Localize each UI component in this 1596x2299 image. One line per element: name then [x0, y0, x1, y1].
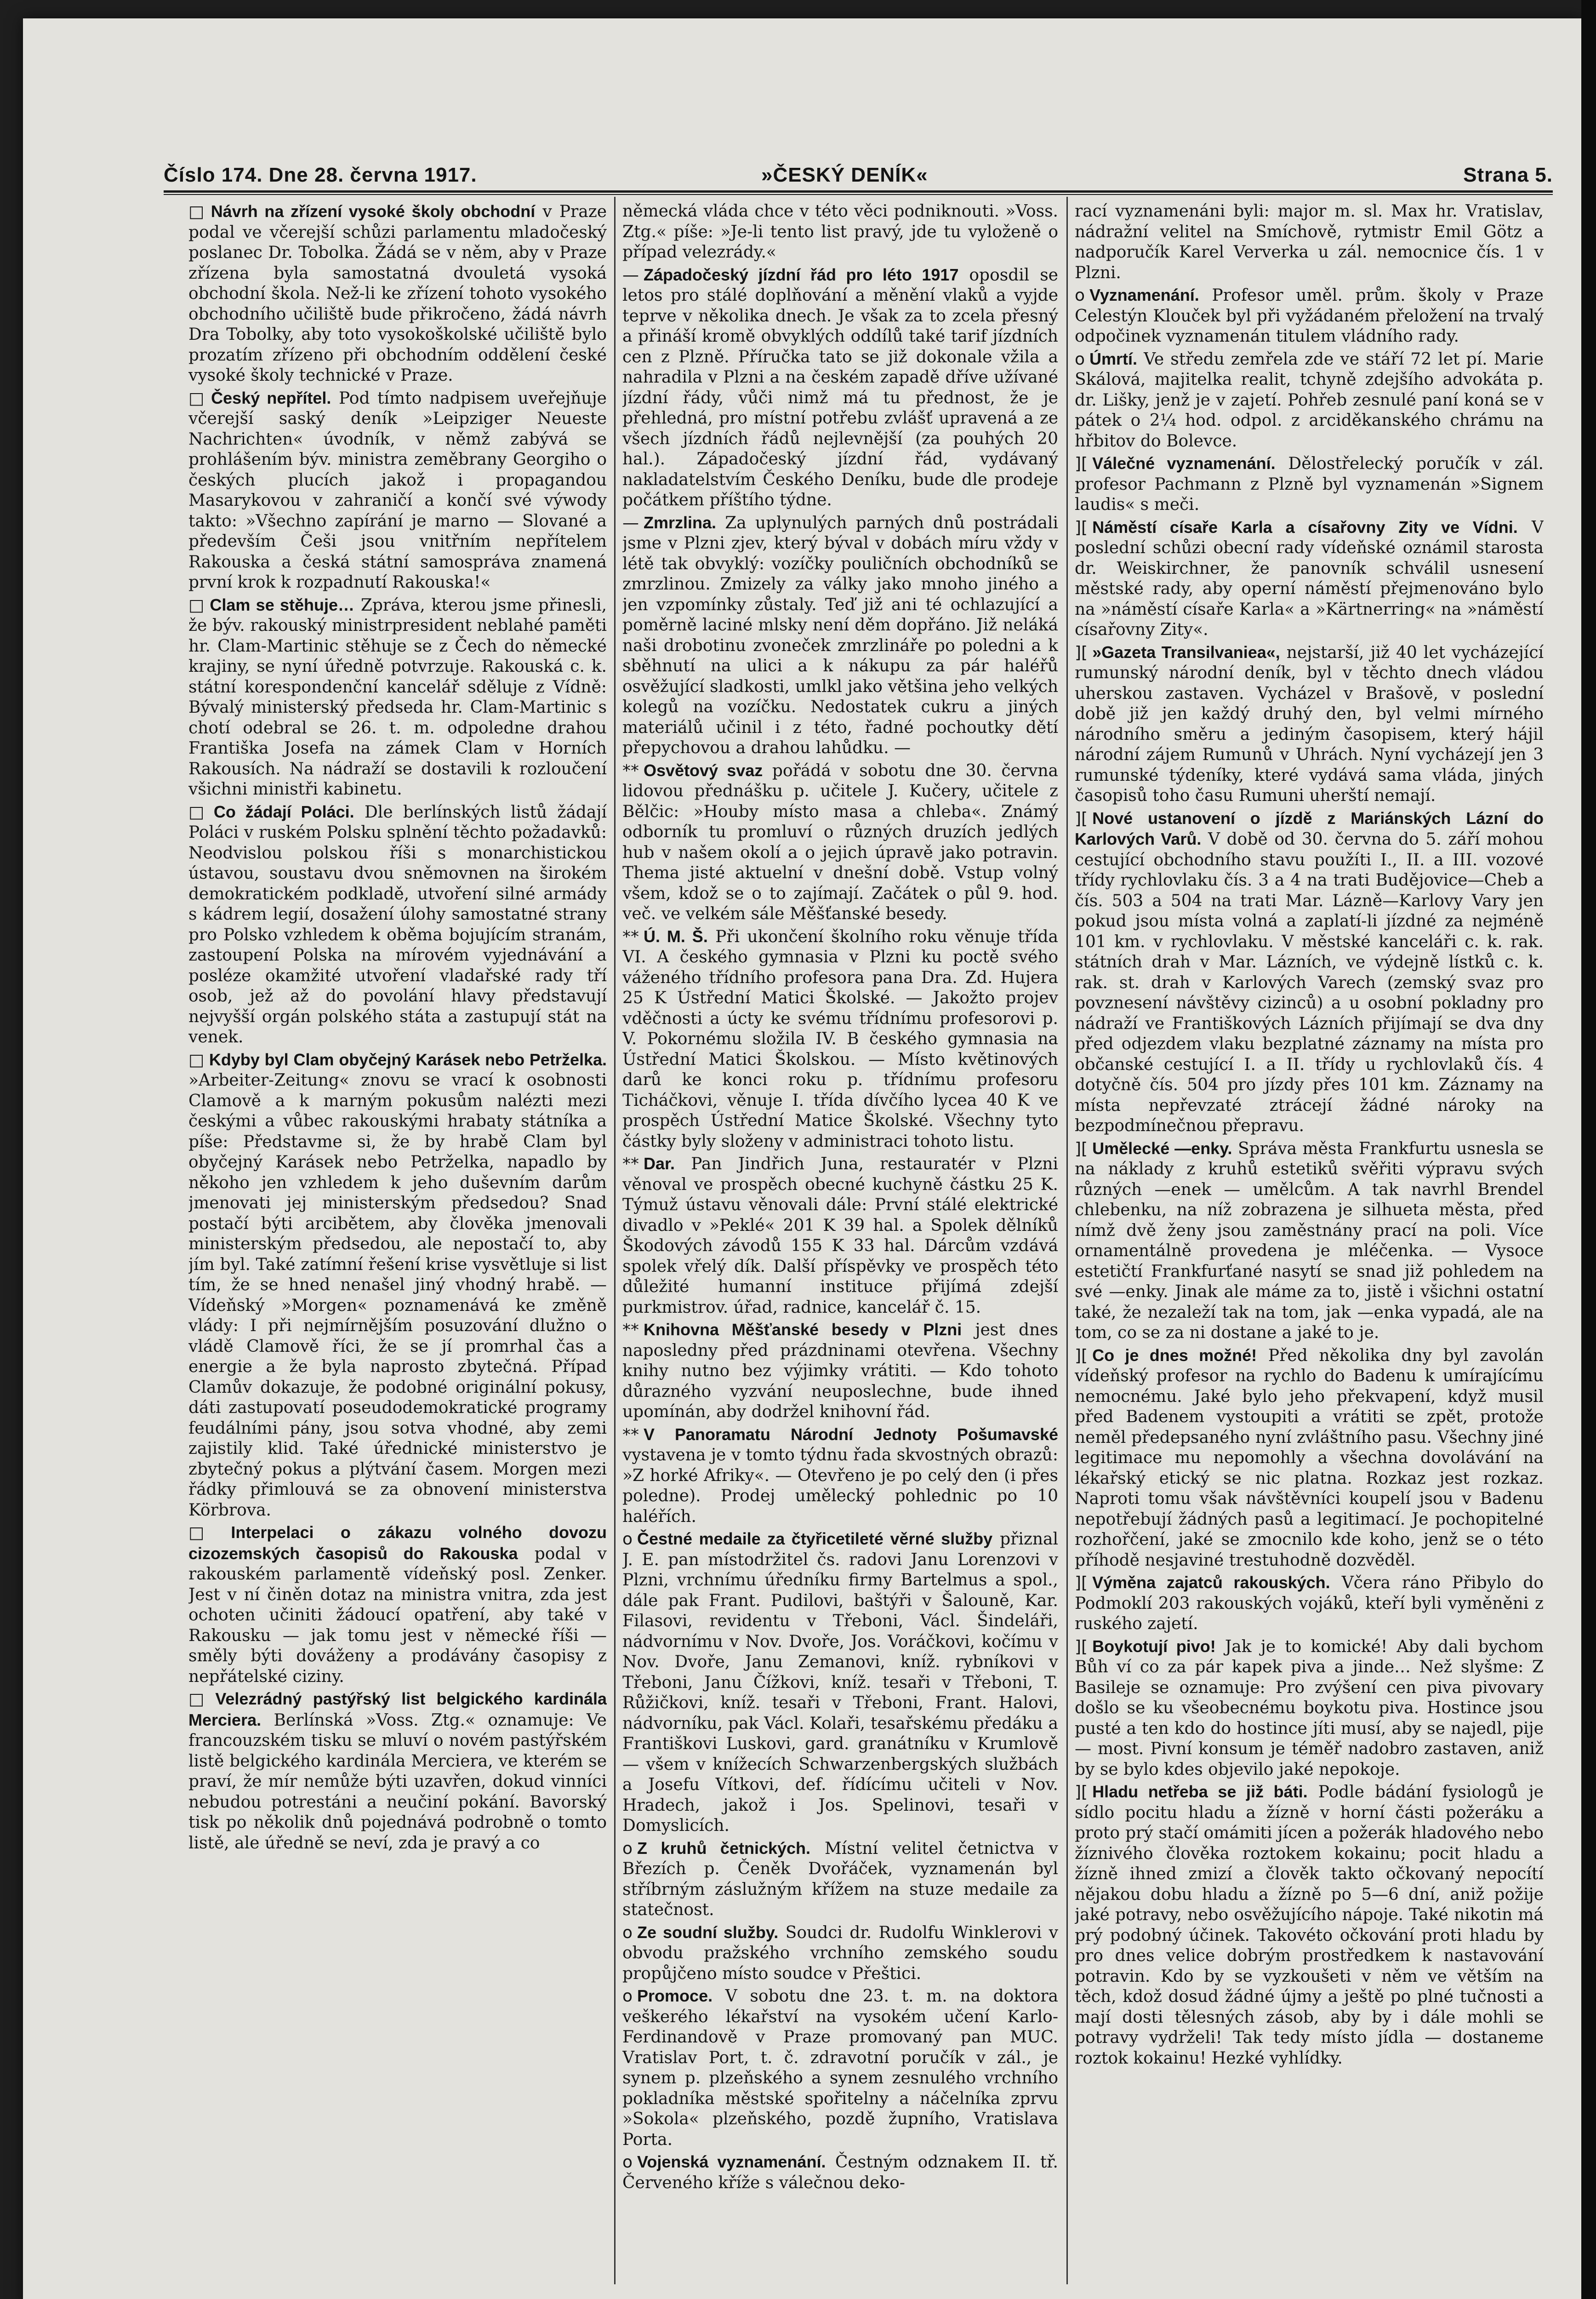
article-heading: »Gazeta Transilvaniea«, [1092, 642, 1280, 662]
article-heading: Interpelaci o zákazu volného dovozu cizozemských časopisů do Rakouska [188, 1523, 607, 1563]
article [188, 1050, 607, 1521]
article-text: oposdil se letos pro stálé doplňování a měnění vlaků a vyjde teprve v několika dnech. Je však za to zcela přesný a přináší kromě obvyklých oddílů také tarif jízdních cen z Plzně. Příručka tato se již dokonale vžila a nahradila v Plzni a na českém zapadě dříve užívané jízdní řády, vůči nimž má tu přednost, že je přehledná, pro místní potřebu zvlášť upravená a ze všech jízdních řádů nejlevnější (za pouhých 20 hal.). Západočeský jízdní řád, vydávaný nakladatelstvím Českého Deníku, bude dle prodeje počátkem příštího týdne. [622, 265, 1058, 509]
article [188, 201, 607, 386]
article-marker: ][ [1075, 809, 1088, 828]
article-marker: — [622, 513, 639, 532]
article-marker: ][ [1075, 1783, 1088, 1801]
article [1075, 642, 1544, 806]
article-marker: ][ [1075, 454, 1088, 473]
column-1 [188, 201, 607, 2284]
article-heading: Umělecké —enky. [1092, 1138, 1232, 1158]
article-heading: Promoce. [637, 1986, 713, 2005]
scan-border [1581, 0, 1596, 2299]
article [622, 265, 1058, 511]
article-marker: ][ [1075, 1637, 1088, 1656]
article-text: Včera ráno Přibylo do Podmoklí 203 rakouských vojáků, kteří byli vyměněni z ruského zajetí. [1075, 1573, 1544, 1633]
article-marker: □ [188, 1690, 211, 1709]
article-heading: Ze soudní služby. [637, 1922, 779, 1942]
article-text: V poslední schůzi obecní rady vídeňské oznámil starosta dr. Weiskirchner, že panovník schválil usnesení městské rady, aby operní náměstí přejmenováno bylo na »náměstí císaře Karla« a »Kärtnerring« na »náměstí císařovny Zity«. [1075, 518, 1544, 639]
column-2 [622, 201, 1058, 2284]
article-heading: Co je dnes možné! [1092, 1345, 1257, 1365]
article [622, 2152, 1058, 2193]
article-marker: o [622, 1530, 633, 1549]
article [622, 1922, 1058, 1984]
article-text: Podle bádání fysiologů je sídlo pocitu hladu a žízně v horní části požeráku a proto prý stačí omámiti jícen a požerák hladového nebo žíznivého člověka roztokem kokainu; pocit hladu a žízně ihned zmizí a člověk takto očkovaný nepocítí nějakou dobu hladu a žízně po 5—6 dní, aniž požije jaké potravy, nebo osvěžujícího nápoje. Také nikotin má prý podobný účinek. Takovéto očkování proti hladu by pro dnes velice dobrým prostředkem k nastavování potravin. Kdo by se vyzkoušeti v něm ve větším na těch, kdož dosud žádné újmy a ještě po plné tučnosti a mají dosti tělesných zásob, aby by i dále mohli se potravy vydrželi! Tak tedy místo jídla — dostaneme roztok kokainu! Hezké vyhlídky. [1075, 1783, 1544, 2068]
newspaper-page [23, 18, 1581, 2299]
article-marker: o [622, 2153, 633, 2172]
article [622, 1424, 1058, 1527]
article-text: pořádá v sobotu dne 30. června lidovou přednášku p. učitele J. Kučery, učitele z Bělčic: »Houby místo masa a chleba«. Známý odborník tu promluví o různých druzích jedlých hub v našem okolí a o jejich úpravě jako potravin. Thema jisté aktuelní v dnešní době. Vstup volný všem, kdož se o to zajímají. Začátek o půl 9. hod. več. ve velkém sále Měšťanské besedy. [622, 761, 1058, 923]
article [1075, 349, 1544, 452]
article-marker: ** [622, 1425, 639, 1444]
article-text: Správa města Frankfurtu usnesla se na náklady z kruhů estetiků svěřiti výpravu svých různých —enek — umělcům. A tak navrhl Brendel chlebenku, na níž zobrazena je silhueta města, před nímž dvě ženy jsou zaměstnány prací na poli. Více ornamentálně provedena je mléčenka. — Vysoce estetičtí Frankfurťané nasytí se snad již pohledem na své —enky. Jinak ale máme za to, jistě i všichni ostatní také, že nezaleží tak na tom, jak —enka vypadá, ale na tom, co se za ni dostane a jaké to je. [1075, 1139, 1544, 1342]
article [1075, 453, 1544, 515]
article [622, 1154, 1058, 1318]
article-marker: ** [622, 927, 639, 946]
article-text: Pod tímto nadpisem uveřejňuje včerejší saský deník »Leipziger Neueste Nachrichten« úvodník, v němž zabývá se prohlášením býv. ministra zeměbrany Georgiho o českých plucích jakož i propagandou Masarykovou v zahraničí a končí své výwody takto: »Všechno zapírání je marno — Slované a především Češi jsou vnitřním nepřítelem Rakouska a česká státní samospráva znamená první krok k rozpadnutí Rakouska!« [188, 389, 607, 592]
article-heading: Velezrádný pastýřský list belgického kardinála Merciera. [188, 1689, 607, 1729]
article-text: přiznal J. E. pan místodržitel čs. radovi Janu Lorenzovi v Plzni, vrchnímu úředníku firmy Bartelmus a spol., dále pak Frant. Pudilovi, baštýři v Šalouně, Kar. Filasovi, revidentu v Třeboni, Václ. Šindeláři, nádvornímu v Nov. Dvoře, Jos. Voráčkovi, kočímu v Nov. Dvoře, Janu Zemanovi, kníž. rybníkovi v Třeboni, Janu Čížkovi, kníž. tesaři v Třeboni, T. Růžičkovi, kníž. tesaři v Třeboni, Frant. Halovi, nádvorníku, pak Václ. Kolaři, tesařskému předáku a Františkovi Luskovi, gard. granátníku v Krumlově — všem v knížecích Schwarzenbergských službách a Josefu Vítkovi, def. řídícímu učiteli v Nov. Hradech, jakož i Jos. Spelinovi, tesaři v Domyslicích. [622, 1530, 1058, 1835]
article [188, 1689, 607, 1853]
article [1075, 808, 1544, 1137]
article-text: podal v rakouském parlamentě vídeňský posl. Zenker. Jest v ní činěn dotaz na ministra vnitra, zda jest ochoten učiniti žádoucí opatření, aby také v Rakousku — jak tomu jest v německé říši — směly býti dováženy a prodávány časopisy z nepřátelské ciziny. [188, 1544, 607, 1686]
article-text: Místní velitel četnictva v Březích p. Čeněk Dvořáček, vyznamenán byl stříbrným záslužným křížem na stuze medaile za statečnost. [622, 1839, 1058, 1919]
article [622, 926, 1058, 1152]
article-marker: ][ [1075, 643, 1088, 662]
article-marker: □ [188, 389, 207, 408]
article-heading: Český nepřítel. [211, 388, 331, 407]
column-3 [1075, 201, 1544, 2284]
article [1075, 1636, 1544, 1780]
article-heading: Čestné medaile za čtyřicetileté věrné služby [637, 1529, 993, 1548]
article [188, 388, 607, 593]
article-text: Pan Jindřich Juna, restauratér v Plzni věnoval ve prospěch obecné kuchyně částku 25 K. Týmuž ústavu věnovali dále: První stálé elektrické divadlo v »Peklé« 201 K 39 hal. a Spolek dělníků Škodových závodů 155 K 33 hal. Dárcům vzdává spolek vřelý dík. Další příspěvky ve prospěch této důležité humanní instituce přijímá zdejší purkmistrov. úřad, radnice, kancelář č. 15. [622, 1155, 1058, 1317]
article-heading: Co žádají Poláci. [213, 802, 354, 821]
article-heading: Kdyby byl Clam obyčejný Karásek nebo Petrželka. [209, 1050, 607, 1069]
article-heading: Hladu netřeba se již báti. [1092, 1782, 1308, 1801]
article-text: Dle berlínských listů žádají Poláci v ruském Polsku splnění těchto požadavků: Neodvislou polskou říši s monarchistickou ústavou, soustavu dvou sněmovnen na širokém demokratickém podkladě, utvoření silné armády s kádrem legií, dosažení úlohy samostatné strany pro Polsko vzhledem k oběma bojujícím stranám, zastoupení Polska na mírovém vyjednávání a posléze okamžité utvoření vladařské rady tří osob, jež až do povolání hlavy představují nejvyšší orgán polského státa a zastupují stát na venek. [188, 802, 607, 1047]
newspaper-title: »ČESKÝ DENÍK« [761, 164, 928, 186]
article [1075, 1345, 1544, 1571]
article-heading: Osvětový svaz [644, 761, 763, 780]
article [622, 761, 1058, 925]
header-rule [164, 190, 1553, 193]
article-text: německá vláda chce v této věci podniknouti. »Voss. Ztg.« píše: »Je-li tento list pravý, jde tu vyloženě o případ velezrády.« [622, 202, 1058, 262]
article-heading: Dar. [644, 1154, 675, 1173]
article-heading: Vyznamenání. [1089, 286, 1199, 304]
article [1075, 201, 1544, 283]
article [1075, 517, 1544, 641]
article-text: V sobotu dne 23. t. m. na doktora veškerého lékařství na vysokém učení Karlo-Ferdinandově v Praze promovaný pan MUC. Vratislav Port, t. č. zdravotní poručík v zál., je synem p. plzeňského a synem zesnulého vrchního pokladníka městské spořitelny a náčelníka zprvu »Sokola« plzeňského, pozdě župního, Vratislava Porta. [622, 1987, 1058, 2149]
article-marker: □ [188, 1050, 205, 1069]
article-heading: Clam se stěhuje… [210, 595, 355, 614]
article [1075, 285, 1544, 347]
header-rule-thin [164, 194, 1553, 195]
article-text: Čestným odznakem II. tř. Červeného kříže s válečnou deko- [622, 2153, 1058, 2192]
article-heading: Vojenská vyznamenání. [637, 2152, 826, 2171]
article-heading: Západočeský jízdní řád pro léto 1917 [644, 265, 959, 284]
article-marker: ** [622, 1155, 639, 1173]
article-marker: — [622, 265, 639, 285]
article [622, 513, 1058, 759]
column-divider [614, 197, 616, 2284]
article-text: Soudci dr. Rudolfu Winklerovi v obvodu pražského vrchního zemského soudu propůjčeno místo soudce v Přeštici. [622, 1923, 1058, 1983]
article-text: rací vyznamenáni byli: major m. sl. Max hr. Vratislav, nádražní velitel na Smíchově, rytmistr Emil Götz a nadporučík Karel Ververka u zál. nemocnice čís. 1 v Plzni. [1075, 202, 1544, 282]
article-marker: ** [622, 761, 639, 780]
article [188, 1522, 607, 1687]
article [622, 201, 1058, 263]
article-text: Jak je to komické! Aby dali bychom Bůh ví co za pár kapek piva a jinde… Než slyšme: Z Basileje se oznamuje: Pro zvýšení cen piva pivovary došlo se ku všeobecnému boykotu piva. Hostince jsou pusté a ten kdo do hostince jíti musí, aby se najedl, pije — most. Pivní konsum je téměř nadobro zastaven, aniž by se bylo kdes objevilo jaké nepokoje. [1075, 1637, 1544, 1779]
article-text: Zpráva, kterou jsme přinesli, že býv. rakouský ministrpresident neblahé paměti hr. Clam-Martinic stěhuje se z Čech do německé krajiny, se nyní úředně potvrzuje. Rakouská c. k. státní korespondenční kancelář sděluje z Vídně: Bývalý ministerský předseda hr. Clam-Martinic s chotí odebral se 26. t. m. odpoledne drahou Františka Josefa na zámek Clam v Horních Rakousích. Na nádraží se dostavili k rozloučení všichni ministři kabinetu. [188, 595, 607, 799]
article-heading: Boykotují pivo! [1092, 1636, 1216, 1656]
article-marker: o [622, 1839, 633, 1858]
article-text: Při ukončení školního roku věnuje třída VI. A českého gymnasia v Plzni ku poctě svého váženého třídního profesora pana Dra. Zd. Hujera 25 K Ústřední Matici Školské. — Jakožto projev vděčnosti a úcty ke svému třídnímu profesorovi p. V. Pokornému složila IV. B českého gymnasia na Ústřední Matici Školskou. — Místo květinových darů ke konci roku p. třídnímu profesoru Ticháčkovi, věnuje I. třída dívčího lycea 40 K ve prospěch Ústřední Matice Školské. Všechny tyto částky byly složeny v administraci tohoto listu. [622, 927, 1058, 1151]
article-text: jest dnes naposledny před prázdninami otevřena. Všechny knihy nutno bez výjimky vrátiti. — Kdo tohoto důrazného vyzvání neuposlechne, bude ihned upomínán, aby dodržel knihovní řád. [622, 1321, 1058, 1421]
article-marker: □ [188, 1523, 227, 1542]
article-text: nejstarší, již 40 let vycházející rumunský národní deník, byl v těchto dnech vládou uherskou zastaven. Vycházel v Brašově, v poslední době již jen každý druhý den, byl velmi mírného národního směru a jediným časopisem, který hájil národní zájem Rumunů v Uhrách. Nyní vycházejí jen 3 rumunské týdeníky, které vydává sama vláda, jiných časopisů toho času Rumuni uherští nemají. [1075, 643, 1544, 805]
article [622, 1529, 1058, 1836]
article-heading: Úmrtí. [1089, 349, 1138, 368]
article-text: Dělostřelecký poručík v zál. profesor Pachmann z Plzně byl vyznamenán »Signem laudis« s meči. [1075, 454, 1544, 514]
article [1075, 1782, 1544, 2069]
article-heading: Z kruhů četnických. [637, 1838, 811, 1858]
article [188, 802, 607, 1048]
article-marker: □ [188, 202, 206, 221]
article [622, 1320, 1058, 1423]
article-text: v Praze podal ve včerejší schůzi parlamentu mladočeský poslanec Dr. Tobolka. Žádá se v něm, aby v Praze zřízena byla samostatná dvouletá vysoká obchodní škola. Než-li ke zřízení tohoto vysokého obchodního učiliště bude přikročeno, žádá návrh Dra Tobolky, aby toto vysokoškolské učiliště bylo prozatím zřízeno při obchodním oddělení české vysoké školy technické v Praze. [188, 202, 607, 385]
article-text: Berlínská »Voss. Ztg.« oznamuje: Ve francouzském tisku se mluví o novém pastýřském listě belgického kardinála Merciera, ve kterém se praví, že mír nemůže býti uzavřen, dokud vinníci nebudou potrestáni a neučiní pokání. Bavorský tisk po několik dnů pojednává podrobně o tomto listě, ale úředně se neví, zda je pravý a co [188, 1710, 607, 1853]
article [1075, 1573, 1544, 1635]
article-text: V době od 30. června do 5. září mohou cestující obchodního stavu použíti I., II. a III. vozové třídy rychlovlaku čís. 3 a 4 na trati Budějovice—Cheb a čís. 503 a 504 na trati Mar. Lázně—Karlovy Vary jen pokud jsou místa volná a zaplatí-li jízdné za nejméně 101 km. v rychlovlaku. V městské kanceláři c. k. rak. státních drah v Mar. Lázních, ve výdejně lístků c. k. rak. st. drah v Karlových Varech (zemský svaz pro povznesení návštěvy cizinců) a u osobní pokladny pro nádraží ve Františkových Lázních přijímají se dva dny před odjezdem vlaku bezplatné záznamy na místa pro občanské cestující I. a II. třídy u rychlovlaků čís. 4 dotyčně čís. 504 pro jízdy přes 101 km. Záznamy na místa nepřevzaté ztrácejí žádné nároky na bezpodmínečnou přepravu. [1075, 830, 1544, 1135]
article-heading: Návrh na zřízení vysoké školy obchodní [211, 202, 536, 221]
article-heading: Knihovna Měšťanské besedy v Plzni [644, 1320, 962, 1339]
article-marker: □ [188, 802, 209, 822]
article [622, 1838, 1058, 1921]
article-marker: ][ [1075, 1139, 1088, 1158]
article-marker: o [1075, 286, 1085, 305]
article-heading: Ú. M. Š. [644, 926, 708, 946]
article-heading: Válečné vyznamenání. [1092, 454, 1276, 473]
issue-date: Číslo 174. Dne 28. června 1917. [164, 164, 477, 186]
article-marker: □ [188, 595, 205, 615]
article-marker: ][ [1075, 1573, 1088, 1592]
article-heading: Zmrzlina. [644, 513, 717, 532]
article-text: »Arbeiter-Zeitung« znovu se vrací k osobnosti Clamově a k marným pokusům nalézti mezi českými a vůbec rakouskými hrabaty státníka a píše: Představme si, že by hrabě Clam byl obyčejný Karásek nebo Petrželka, napadlo by někoho jen vzhledem k jeho duševním darům jmenovati jej ministerským předsedou? Snad postačí býti arcibětem, aby člověka jmenovali ministerským předsedou, ale nepostačí to, aby jím byl. Také zatímní řešení krise vysvětluje si list tím, že se hned nenašel jiný vhodný hrabě. — Vídeňský »Morgen« poznamenává ke změně vlády: I při nejmírnějším posuzování dlužno o vládě Clamově říci, že se jí promrhal čas a energie a že byla naprosto zbytečná. Případ Clamův dokazuje, že podobné originální pokusy, dáti zastupovatí poseudodemokratické programy feudálními pány, jsou sotva vhodné, aby zemi zajistily klid. Také úřednické ministerstvo je zbytečný pokus a plýtvání časem. Morgen mezi řádky přimlouvá se za obnovení ministerstva Körbrova. [188, 1071, 607, 1520]
article-heading: V Panoramatu Národní Jednoty Pošumavské [644, 1424, 1058, 1444]
article-heading: Výměna zajatců rakouských. [1092, 1573, 1330, 1592]
article-marker: ** [622, 1321, 639, 1339]
article-marker: o [622, 1987, 633, 2006]
masthead-line [164, 164, 1553, 192]
article-text: Za uplynulých parných dnů postrádali jsme v Plzni zjev, který býval v dobách míru vždy v létě tak obvyklý: vozíčky pouličních obchodníků se zmrzlinou. Zmizely za války jako mnoho jiného a jen vzpomínky zůstaly. Teď již ani té ochlazující a poměrně laciné mlsky není děm dopřáno. Již neláká naši drobotinu zvoneček zmrzlináře po poledni a k sběhnutí na ulici a k nákupu za pár haléřů osvěžující sladkosti, umlkl jako většina jeho velkých kolegů na vozíčku. Nedostatek cukru a jiných materiálů učinil i z této, řadné pochoutky dětí přepychovou a drahou lahůdku. — [622, 513, 1058, 757]
article-marker: ][ [1075, 1346, 1088, 1365]
article-marker: o [1075, 349, 1085, 369]
article-heading: Nové ustanovení o jízdě z Mariánských Lázní do Karlových Varů. [1075, 808, 1544, 848]
article-text: Ve středu zemřela zde ve stáří 72 let pí. Marie Skálová, majitelka realit, tchyně zdejšího advokáta p. dr. Lišky, jenž je v zajetí. Pohřeb zesnulé paní koná se v pátek o 2¼ hod. odpol. z arciděkanského chrámu na hřbitov do Bolevce. [1075, 349, 1544, 451]
article [188, 595, 607, 800]
article-text: Před několika dny byl zavolán vídeňský profesor na rychlo do Badenu k umírajícímu nemocnému. Jaké bylo jeho překvapení, když musil před Badenem vystoupiti a vrátiti se zpět, protože neměl předepsaného nyní zvláštního pasu. Všechny jiné legitimace mu nepomohly a všechna dovolávání na lékařský etický se nic platna. Rozkaz jest rozkaz. Naproti tomu však návštěvníci koupelí jsou v Badenu nepotřebují žádných pasů a legitimací. Je pochopitelné rozhořčení, jaké se zmocnilo kde koho, jenž se o této příhodě nesjaviné trestuhodně dozvěděl. [1075, 1346, 1544, 1570]
page-number: Strana 5. [1463, 164, 1553, 186]
article [622, 1986, 1058, 2150]
article-heading: Náměstí císaře Karla a císařovny Zity ve Vídni. [1092, 517, 1518, 537]
article-marker: ][ [1075, 518, 1088, 537]
article-text: Profesor uměl. prům. školy v Praze Celestýn Klouček byl při vyžádaném přeložení na trvalý odpočinek vyznamenán titulem vládního rady. [1075, 286, 1544, 346]
article-text: vystavena je v tomto týdnu řada skvostných obrazů: »Z horké Afriky«. — Otevřeno je po celý den (i přes poledne). Prodej umělecký pohlednic po 10 haléřích. [622, 1446, 1058, 1526]
article [1075, 1138, 1544, 1344]
article-marker: o [622, 1923, 633, 1942]
column-divider [1066, 197, 1068, 2284]
